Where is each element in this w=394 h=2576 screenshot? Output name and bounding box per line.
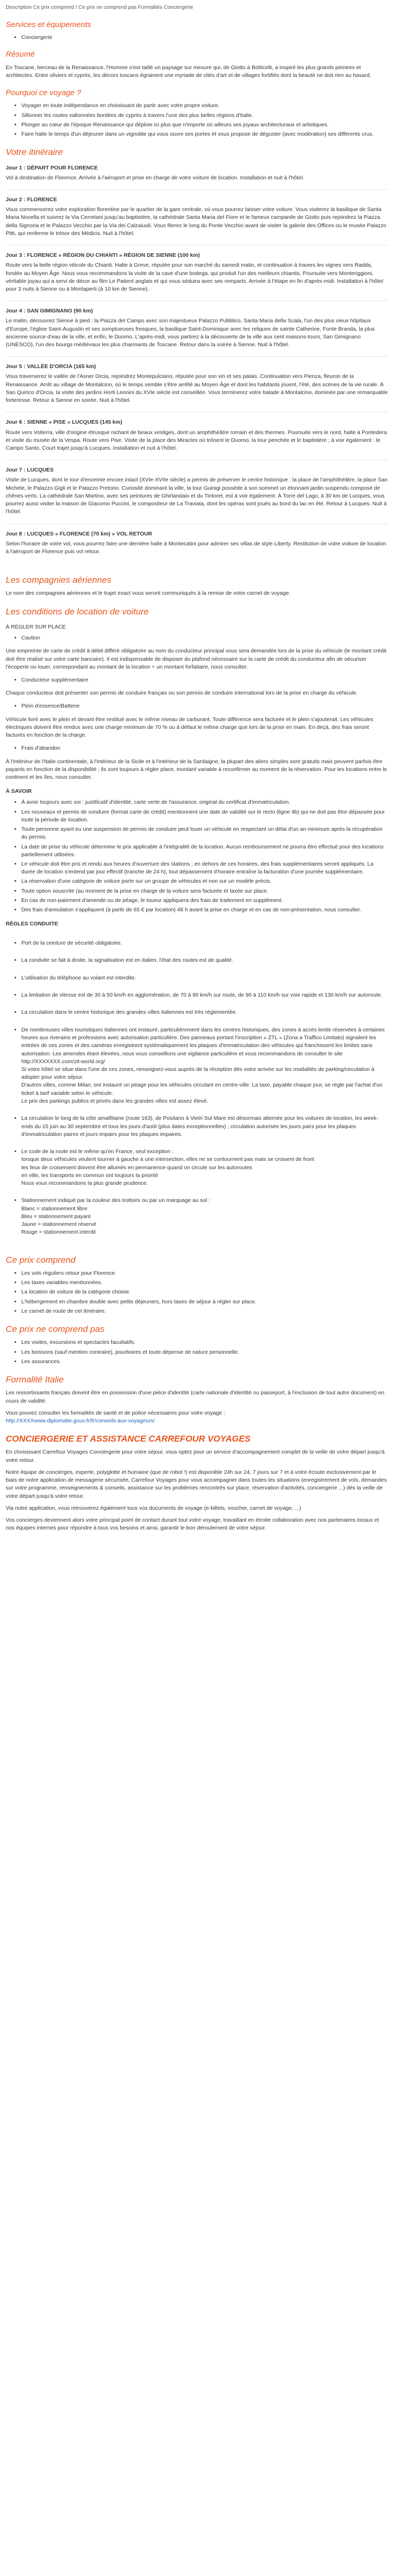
rules-item: • La conduite se fait à droite, la signalisation est en italien, l'état des routes est de qualité. <box>21 957 388 964</box>
divider <box>6 356 388 357</box>
day-title: Jour 6 : SIENNE » PISE » LUCQUES (145 km) <box>6 419 123 426</box>
services-item: • Conciergerie <box>21 34 388 42</box>
price-includes-item: • Les vols réguliers retour pour Florence. <box>21 1270 388 1277</box>
day-block <box>6 363 388 404</box>
rental-block-label: • Frais d'abandon <box>21 744 388 752</box>
day-text: Vol à destination de Florence. Arrivée à l'aéroport et prise en charge de votre voiture de location. Installation et nuit à l'hôtel. <box>6 174 305 181</box>
know-title: À SAVOIR <box>6 788 32 795</box>
rental-subtitle: À RÉGLER SUR PLACE <box>6 623 66 630</box>
day-text: Route vers la belle région viticole du Chianti. Halte à Greve, réputée pour son marché du samedi matin, et continuation à travers les vignes vers Radda, fondée au Moyen Âge. Nous vous recommandons la visite de la cave d'une bodega, qui produit l'un des meilleurs chiantis. Poursuite vers Monteriggioni, véritable joyau qui a servi de décor au film Le Patient anglais et qui vous séduira avec ses remparts. Arrivée à l'étape en fin d'après-midi. Installation à l'hôtel pour 3 nuits à Sienne ou à Montaperti (à 10 km de Sienne). <box>6 262 384 292</box>
services-title: Services et équipements <box>6 20 91 29</box>
day-block <box>6 530 388 556</box>
price-includes-item: • Les taxes variables mentionnées. <box>21 1279 388 1287</box>
day-block <box>6 164 388 182</box>
rental-block-label: • Plein d'essence/Batterie <box>21 702 388 710</box>
day-text: Route vers Volterra, ville d'origine étrusque nichant de beaux vestiges, dont un amphithéâtre romain et des thermes. Poursuite vers le nord, halte à Pontedera et visite du musée de la Vespa. Route vers Pise. Visite de la place des Miracles où trônent le Duomo, la tour penchée et le baptistère ; à voir également : le Campo Santo. Court trajet jusqu'à Lucques. Installation et nuit à l'hôtel. <box>6 429 387 451</box>
why-item: • Faire halte le temps d'un déjeuner dans un vignoble qui vous ouvre ses portes et vous propose de déguster (avec modération) ses différents crus. <box>21 130 388 138</box>
day-text: Vous traverserez le vallée de l'Asner Orcia, rejoindrez Montepulciano, réputée pour son vin et ses palais. Continuation vers Pienza, fleuron de la Renaissance. Arrêt au village de Montalcino, où le temps semble s'être arrêté au Moyen Âge et dont les habitants jouent, l'été, des scènes de la vie rurale. À San Quirico d'Orcia, la visite des jardins Horti Leonini du XVIe siècle est conseillée. Vous terminerez votre balade à Montalcino, dominée par une remarquable forteresse. Retour à Sienne en soirée. Nuit à l'hôtel. <box>6 373 388 404</box>
rules-item: • Port de la ceinture de sécurité obligatoire. <box>21 939 388 947</box>
know-item: • À avoir toujours avec soi : justificatif d'identité, carte verte de l'assurance, original du certificat d'immatriculation. <box>21 799 388 806</box>
why-item: • Voyager en toute indépendance en choisissant de partir avec votre propre voiture. <box>21 102 388 110</box>
description-line: Description Ce prix comprend / Ce prix ne comprend pas Formalités Conciergerie <box>6 5 193 10</box>
formalities-health-text: Vous pouvez consulter les formalités de santé et de police nécessaires pour votre voyage : <box>6 1409 225 1416</box>
day-title: Jour 7 : LUCQUES <box>6 467 54 474</box>
rules-list <box>6 931 388 1246</box>
price-excludes-item: • Les visites, excursions et spectacles facultatifs. <box>21 1339 388 1346</box>
day-title: Jour 1 : DÉPART POUR FLORENCE <box>6 164 98 171</box>
price-includes-item: • Le carnet de route de cet itinéraire. <box>21 1307 388 1315</box>
rules-item: • De nombreuses villes touristiques italiennes ont instauré, particulièrement dans les centres historiques, des zones à accès limité réservées à certaines heures aux riverains et professions avec autorisation particulière. Des panneaux portant l'inscription « ZTL » (Zona a Traffico Limitato) signalent les entrées de ces zones et des caméras enregistrent systématiquement les plaques d'immatriculation des véhicules qui franchissent les limites sans autorisation. Les amendes étant élevées, nous vous conseillons une vigilance particulière et vous recommandons de consulter le site http://XXXXXXX.com/ztl-world.org/ Si votre hôtel se situe dans l'une de ces zones, renseignez-vous auprès de la réception dès votre arrivée sur les modalités de parking/circulation à adopter pour votre séjour. D'autres villes, comme Milan, ont instauré un péage pour les véhicules circulant en centre-ville. La taxe, payable chaque jour, se règle par l'achat d'un ticket à tarif variable selon le véhicule. Le prix des parkings publics et privés dans les grandes villes est assez élevé. <box>21 1026 388 1105</box>
day-title: Jour 8 : LUCQUES » FLORENCE (70 km) » VOL RETOUR <box>6 530 152 537</box>
rental-list <box>6 676 388 684</box>
itinerary-title: Votre itinéraire <box>6 147 63 158</box>
know-item: • Le véhicule doit être pris et rendu aux heures d'ouverture des stations ; en dehors de ces horaires, des frais supplémentaires seront appliqués. La durée de location s'entend par jour effectif (tranche de 24 h), tout dépassement d'horaire entraîne la facturation d'une journée supplémentaire. <box>21 860 388 876</box>
know-list <box>6 799 388 914</box>
rental-title: Les conditions de location de voiture <box>6 606 149 617</box>
rental-block-text: Une empreinte de carte de crédit à débit différé obligatoire au nom du conducteur principal vous sera demandée lors de la prise du véhicule (le montant crédit doit être réalisé sur votre carte bancaire). Il est indispensable de disposer du plafond nécessaire sur la carte de crédit du conducteur afin de sécuriser l'écoperie ou louer, correspondant au montant de la location + un montant forfaitaire, nous consulter. <box>6 648 387 670</box>
concierge-title: CONCIERGERIE ET ASSISTANCE CARREFOUR VOYAGES <box>6 1434 251 1444</box>
rules-title: RÈGLES CONDUITE <box>6 921 58 927</box>
rental-block-text: À l'intérieur de l'Italie continentale, à l'intérieur de la Sicile et à l'intérieur de la Sardaigne, la plupart des aliers simples sont gratuits mais peuvent parfois être payants en fonction de la disponibilité ; ils sont toujours à régler place, montant variable à reconfirmer au moment de la réservation. Pour les locations entre le continent et les îles, nous consulter. <box>6 758 387 780</box>
rules-item: • La circulation le long de la côte amalfitaine (route 163), de Positano à Vietri Sul Mare est désormais alternée pour les voitures de location, les week-ends du 15 juin au 30 septembre et tous les jours d'août (plus dates exceptionnelles) ; circulation autorisée les jours pairs pour les plaques d'immatriculation paires et jours impairs pour les plaques impaires. <box>21 1115 388 1139</box>
know-item: • Toute option souscrite (au moment de la prise en charge de la voiture sera facturée et taxée sur place. <box>21 887 388 895</box>
day-title: Jour 5 : VALLÉE D'ORCIA (165 km) <box>6 363 96 370</box>
concierge-text: Vos concierges deviennent alors votre principal point de contact durant tout votre voyage, travaillant en étroite collaboration avec nos partenaires locaux et nos équipes internes pour répondre à tous vos besoins et ainsi, garantir le bon déroulement de votre séjour. <box>6 1516 379 1532</box>
why-title: Pourquoi ce voyage ? <box>6 88 82 97</box>
formalities-text <box>6 1409 388 1425</box>
day-block <box>6 196 388 238</box>
day-title: Jour 3 : FLORENCE » RÉGION DU CHIANTI » RÉGION DE SIENNE (100 km) <box>6 252 200 259</box>
day-text: Visite de Lucques, dont le tour d'enceinte encore intact (XVIe-XVIIe siècle) a permis de préserver le centre historique : la place de l'amphithéâtre, la place San Michele, le Palazzo Gigli et le Palazzo Pretorio. Curiosité dominant la ville, la tour Guinigi possède à son sommet un étonnant jardin suspendu composé de chênes verts. La cathédrale San Martino, avec ses peintures de Ghirlandaio et du Tintoret, est à voir également. À Torre del Lago, à 30 km de Lucques, vous pourrez aussi visiter la maison de Giacomo Puccini, le compositeur de La Traviata, dont les opéras sont joués au bord du lac en été. Retour à Lucques. Nuit à l'hôtel. <box>6 477 388 515</box>
day-text: Selon l'horaire de votre vol, vous pourrez faire une dernière halte à Montecatini pour admirer ses villas de style Liberty. Restitution de votre voiture de location à l'aéroport de Florence puis vol retour. <box>6 540 386 555</box>
resume-title: Résumé <box>6 50 35 59</box>
why-list <box>6 102 388 138</box>
day-block <box>6 466 388 516</box>
day-block <box>6 419 388 452</box>
rental-block-text: Véhicule livré avec le plein et devant être restitué avec le même niveau de carburant. Toute différence sera facturée et le plein s'ajouterait. Les véhicules électriques doivent être rendus avec une charge minimum de 70 % ou à défaut le même charge que lors de la prise en main. En deçà, des frais seront facturés en fonction de la charge. <box>6 716 374 739</box>
rules-item: • Stationnement indiqué par la couleur des trottoirs ou par un marquage au sol : Blanc = stationnement libre Bleu = stationnement payant Jaune = stationnement réservé Rouge = stationnement interdit <box>21 1197 388 1236</box>
know-item: • En cas de non-paiement d'amende ou de péage, le loueur appliquera des frais de traitement en supplément. <box>21 897 388 905</box>
divider <box>6 189 388 190</box>
know-item: • La date de prise du véhicule détermine le prix applicable à l'intégralité de la location. Aucun remboursement ne pourra être effectué pour des locations partiellement utilisées. <box>21 843 388 859</box>
why-item: • Sillonner les routes vallonnées bordées de cyprès à travers l'une des plus belles régions d'Italie. <box>21 112 388 120</box>
know-item: • La réservation d'une catégorie de voiture porte sur un groupe de véhicules et non sur un modèle précis. <box>21 878 388 885</box>
price-excludes-list <box>6 1339 388 1366</box>
know-item: • Des frais d'annulation s'appliquent (à partir de 65 € par location) 48 h avant la prise en charge et en cas de non-présentation, nous consulter. <box>21 906 388 914</box>
day-text: Vous commencerez votre exploration florentine par le quartier de la gare centrale, où vous pourrez laisser votre voiture. Vous visiterez la basilique de Santa Maria Novella et suivrez la Via Cerretani jusqu'au baptistère, la cathédrale Santa Maria del Fiore et le fameux campanile de Giotto puis rejoindrez la Piazza della Signoria et le Palazzo Vecchio par la Via dei Calzaiuoli. Vous filerez le long du Ponte Vecchio avant de visiter la galerie des Offices ou le musée Palazzo Pitti, qui renferme le trésor des Médicis. Nuit à l'hôtel. <box>6 206 387 237</box>
formalities-title: Formalité Italie <box>6 1375 64 1385</box>
concierge-text: En choisissant Carrefour Voyages Conciergerie pour votre séjour, vous optez pour un service d'accompagnement complet de la veille de votre départ jusqu'à votre retour. <box>6 1449 385 1463</box>
companies-text: Le nom des compagnies aériennes et le trajet exact vous seront communiqués à la remise de votre carnet de voyage. <box>6 590 291 597</box>
companies-title: Les compagnies aériennes <box>6 575 112 585</box>
know-item: • Toute personne ayant eu une suspension de permis de conduire peut louer un véhicule en respectant un délai d'un an minimum après la récupération du permis. <box>21 826 388 841</box>
services-list <box>6 34 388 42</box>
rules-item: • L'utilisation du téléphone au volant est interdite. <box>21 974 388 982</box>
concierge-text: Via notre application, vous retrouverez également tous vos documents de voyage (e-billets, voucher, carnet de voyage, ...) <box>6 1505 301 1511</box>
divider <box>6 300 388 301</box>
resume-text: En Toscane, berceau de la Renaissance, l'Homme s'est taillé un paysage sur mesure qui, de Giotto à Botticelli, a inspiré les plus grands peintres et architectes. Entre oliviers et cyprès, les décors toscans égrainent une myriade de cités d'art et de villages fortifiés dont la beauté ne doit rien au hasard. <box>6 64 371 79</box>
rental-block-text: Chaque conducteur doit présenter son permis de conduire français ou son permis de conduire international lors de la prise en charge du véhicule. <box>6 690 358 697</box>
price-excludes-item: • Les boissons (sauf mention contraire), pourboires et toute dépense de nature personnelle. <box>21 1349 388 1356</box>
rules-item: • Le code de la route est le même qu'en France, seul exception : lorsque deux véhicules veulent tourner à gauche à une intersection, elles ne se contournent pas mais se croisent de front les feux de croisement doivent être allumés en permanence quand on circule sur les autoroutes en ville, les transports en commun ont toujours la priorité Nous vous recommandons la plus grande prudence. <box>21 1148 388 1187</box>
price-excludes-title: Ce prix ne comprend pas <box>6 1324 104 1335</box>
day-title: Jour 2 : FLORENCE <box>6 196 57 203</box>
price-includes-item: • L'hébergement en chambre double avec petits déjeuners, hors taxes de séjour à régler sur place. <box>21 1298 388 1306</box>
formalities-text: Les ressortissants français doivent être en possession d'une pièce d'identité (carte nationale d'identité ou passeport, à l'exclusion de tout autre document) en cours de validité. <box>6 1390 385 1404</box>
rental-block-label: • Conducteur supplémentaire <box>21 676 388 684</box>
rental-list <box>6 634 388 642</box>
rules-item: • La limitation de vitesse est de 30 à 50 km/h en agglomération, de 70 à 90 km/h sur route, de 90 à 110 km/h sur voie rapide et 130 km/h sur autoroute. <box>21 991 388 999</box>
day-text: Le matin, découvrez Sienne à pied : la Piazza del Campo avec son majestueux Palazzo Pubblico, Santa Maria della Scala, l'un des plus vieux hôpitaux d'Europe, l'église Saint-Augustin et ses somptueuses fresques, la basilique Saint-Dominique avec les reliques de sainte Catherine, Fonte Branda, la plus ancienne source d'eau de la ville, et enfin, le Duomo. L'après-midi, vous partirez à la découverte de la ville aux cent maisons-tours, San Gimignano (UNESCO), l'un des bourgs médiévaux les plus charmants de Toscane. Retour dans la soirée à Sienne. Nuit à l'hôtel. <box>6 318 375 348</box>
rental-list <box>6 744 388 752</box>
concierge-text: Notre équipe de concierges, experte, polyglotte et humaine (que de robot !) est disponible 24h sur 24, 7 jours sur 7 et à votre écoute exclusivement par le biais de notre application de messagerie sécurisée, Carrefour Voyages pour vous accompagner dans toutes les situations (enregistrement de vols, demandes sur votre programme, renseignements & conseils, assistance sur les problèmes rencontrés sur place, réservation d'activités, conciergerie ...) dès la veille de votre départ jusqu'à votre retour. <box>6 1469 387 1499</box>
day-title: Jour 4 : SAN GIMIGNANO (90 km) <box>6 308 93 315</box>
why-item: • Plonger au cœur de l'époque Renaissance qui déploie ici plus que n'importe où ailleurs ses joyaux architecturaux et artistiques. <box>21 121 388 129</box>
day-block <box>6 307 388 349</box>
day-block <box>6 252 388 293</box>
price-includes-list <box>6 1270 388 1315</box>
rental-block-label: • Caution <box>21 634 388 642</box>
price-includes-item: • La location de voiture de la catégorie choisie. <box>21 1288 388 1296</box>
rental-list <box>6 702 388 710</box>
price-includes-title: Ce prix comprend <box>6 1254 76 1265</box>
know-item: • Les nouveaux et permis de conduire (format carte de crédit) mentionnent une date de validité sur le recto (ligne 4b) qui ne doit pas être dépassée pour toute la période de location. <box>21 808 388 824</box>
rules-item: • La circulation dans le centre historique des grandes villes italiennes est très réglementée. <box>21 1009 388 1016</box>
diplomatie-link[interactable]: http://XXXXwww.diplomatie.gouv.fr/fr/conseils-aux-voyageurs/ <box>6 1417 155 1424</box>
price-excludes-item: • Les assurances. <box>21 1358 388 1366</box>
